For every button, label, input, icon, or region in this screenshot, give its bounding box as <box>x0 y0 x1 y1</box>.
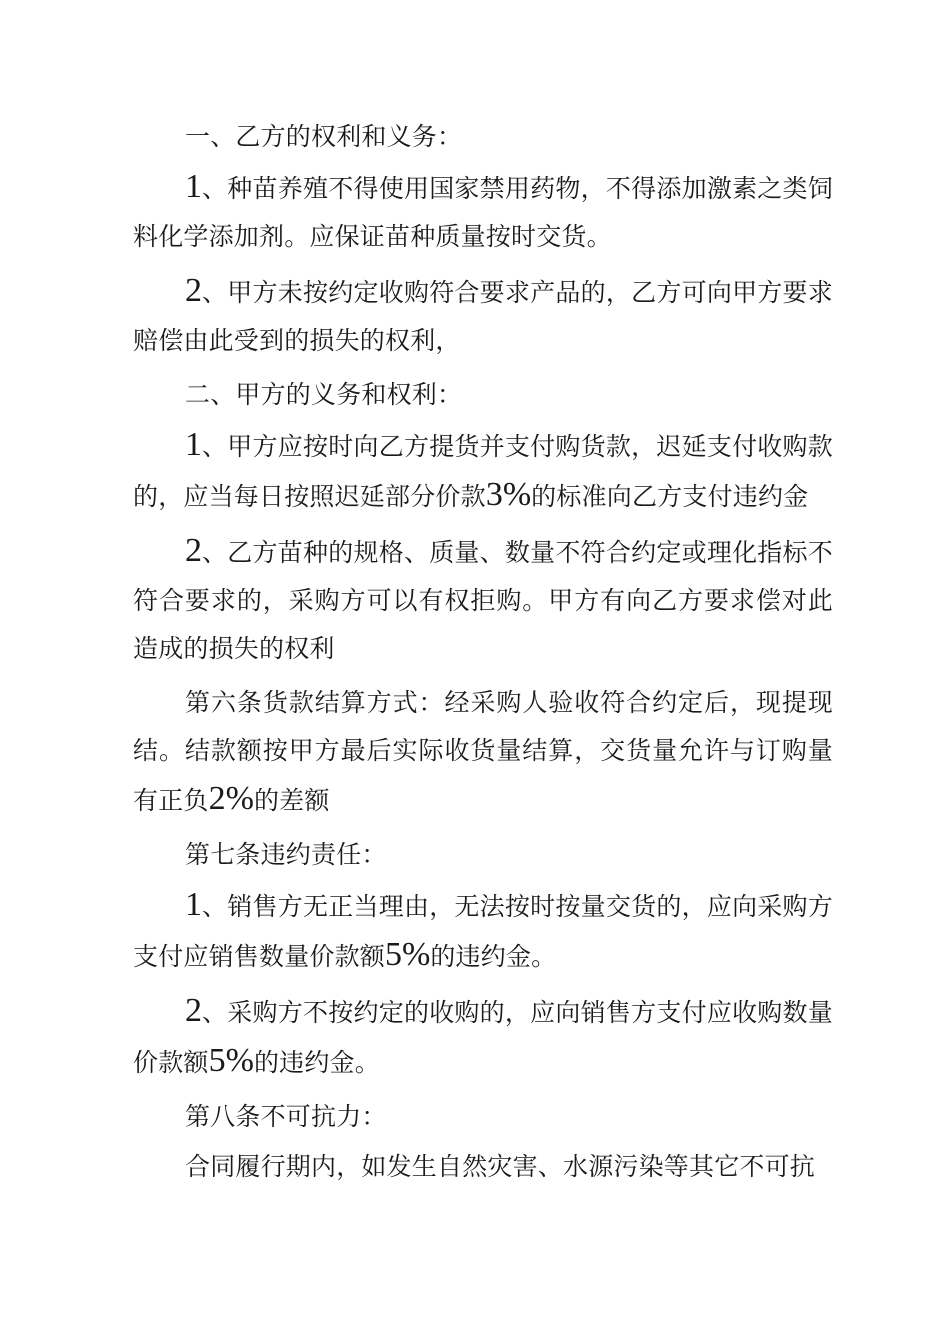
paragraph-text: 第七条违约责任： <box>185 840 387 869</box>
paragraph-text: 第六条货款结算方式：经采购人验收符合约定后，现提现结。结款额按甲方最后实际收货量结算，交货量允许与订购量有正负 <box>133 688 833 815</box>
document-body <box>133 113 833 1197</box>
percent-value: 3% <box>485 476 532 513</box>
paragraph-text: 、采购方不按约定的收购的，应向销售方支付应收购数量价款额 <box>133 998 833 1077</box>
clause-number: 2 <box>185 272 202 309</box>
paragraph-text: 、甲方应按时向乙方提货并支付购货款，迟延支付收购款的，应当每日按照迟延部分价款 <box>133 432 833 511</box>
paragraph-text: 的违约金。 <box>430 942 557 971</box>
paragraph-text: 一、乙方的权利和义务： <box>185 122 463 151</box>
clause-number: 1 <box>185 426 202 463</box>
paragraph-text: 的违约金。 <box>253 1048 380 1077</box>
article-7-heading <box>133 831 833 879</box>
clause-number: 1 <box>185 886 202 923</box>
percent-value: 2% <box>208 780 254 817</box>
paragraph-text: 的标准向乙方支付违约金 <box>531 482 809 511</box>
clause-party-b-2 <box>133 267 833 365</box>
paragraph-text: 、甲方未按约定收购符合要求产品的，乙方可向甲方要求赔偿由此受到的损失的权利， <box>133 278 833 355</box>
paragraph-text: 、销售方无正当理由，无法按时按量交货的，应向采购方支付应销售数量价款额 <box>133 892 833 971</box>
article-8-heading <box>133 1093 833 1141</box>
section-heading-party-a <box>133 371 833 419</box>
clause-number: 2 <box>185 532 202 569</box>
clause-party-b-1 <box>133 163 833 261</box>
percent-value: 5% <box>385 936 431 973</box>
paragraph-text: 的差额 <box>253 786 330 815</box>
paragraph-text: 第八条不可抗力： <box>185 1102 387 1131</box>
paragraph-text: 合同履行期内，如发生自然灾害、水源污染等其它不可抗 <box>185 1152 816 1181</box>
section-heading-party-b <box>133 113 833 161</box>
paragraph-text: 、乙方苗种的规格、质量、数量不符合约定或理化指标不符合要求的，采购方可以有权拒购。甲方有向乙方要求偿对此造成的损失的权利 <box>133 538 833 663</box>
clause-party-a-1 <box>133 421 833 521</box>
clause-party-a-2 <box>133 527 833 673</box>
article-6-payment <box>133 679 833 825</box>
clause-breach-1 <box>133 881 833 981</box>
clause-number: 1 <box>185 168 202 205</box>
clause-breach-2 <box>133 987 833 1087</box>
article-8-body <box>133 1143 833 1191</box>
paragraph-text: 二、甲方的义务和权利： <box>185 380 463 409</box>
clause-number: 2 <box>185 992 202 1029</box>
paragraph-text: 、种苗养殖不得使用国家禁用药物，不得添加激素之类饲料化学添加剂。应保证苗种质量按时交货。 <box>133 174 833 251</box>
percent-value: 5% <box>208 1042 254 1079</box>
